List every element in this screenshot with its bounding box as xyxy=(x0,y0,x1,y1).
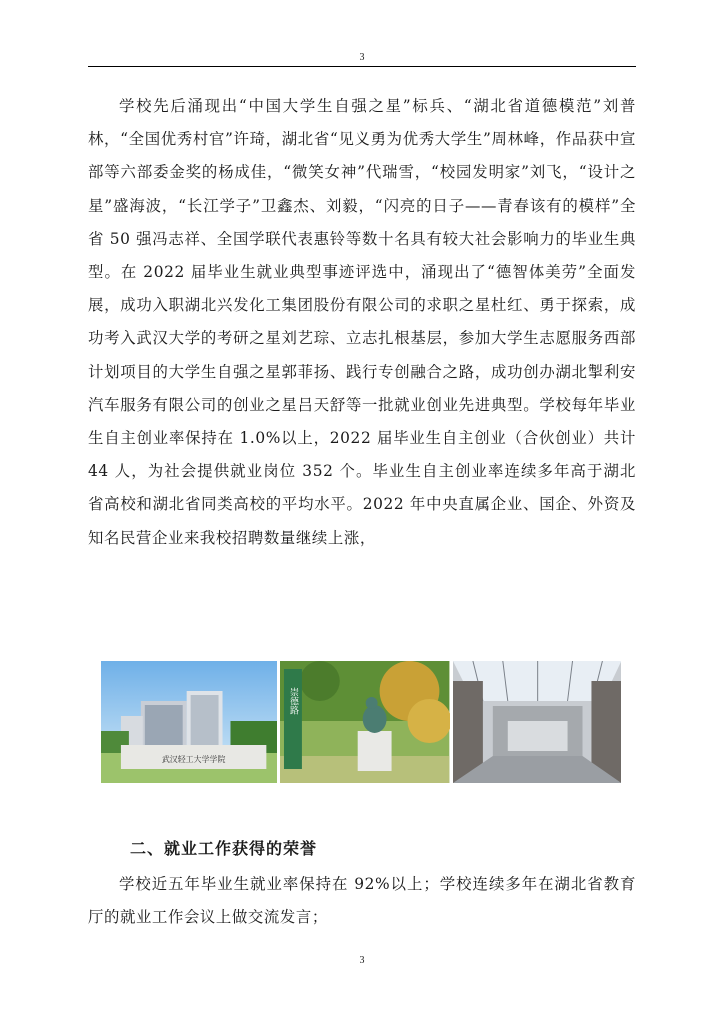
paragraph-1: 学校先后涌现出“中国大学生自强之星”标兵、“湖北省道德模范”刘普林，“全国优秀村官”许琦，湖北省“见义勇为优秀大学生”周林峰，作品获中宣部等六部委金奖的杨成佳，“微笑女神”代瑞雪，“校园发明家”刘飞，“设计之星”盛海波，“长江学子”卫鑫杰、刘毅，“闪亮的日子——青春该有的模样”全省 50 强冯志祥、全国学联代表惠铃等数十名具有较大社会影响力的毕业生典型。在 2022 届毕业生就业典型事迹评选中，涌现出了“德智体美劳”全面发展，成功入职湖北兴发化工集团股份有限公司的求职之星杜红、勇于探索，成功考入武汉大学的考研之星刘艺琮、立志扎根基层，参加大学生志愿服务西部计划项目的大学生自强之星郭菲扬、践行专创融合之路，成功创办湖北掣利安汽车服务有限公司的创业之星吕天舒等一批就业创业先进典型。学校每年毕业生自主创业率保持在 1.0%以上，2022 届毕业生自主创业（合伙创业）共计 44 人，为社会提供就业岗位 352 个。毕业生自主创业率连续多年高于湖北省高校和湖北省同类高校的平均水平。2022 年中央直属企业、国企、外资及知名民营企业来我校招聘数量继续上涨， xyxy=(88,97,636,547)
campus-sign-text: 武汉轻工大学学院 xyxy=(161,754,226,765)
campus-photo-strip xyxy=(101,661,621,783)
section-heading-honors: 二、就业工作获得的荣誉 xyxy=(130,839,318,858)
section-2-paragraph-1: 学校近五年毕业生就业率保持在 92%以上；学校连续多年在湖北省教育厅的就业工作会议上做交流发言； xyxy=(88,875,636,927)
body-text xyxy=(88,90,636,555)
campus-statue-photo xyxy=(280,661,449,783)
section-2-text xyxy=(88,868,636,934)
campus-building-photo xyxy=(101,661,277,783)
header-rule xyxy=(88,66,636,67)
header-page-number: 3 xyxy=(359,52,365,63)
road-sign-text: 崇德路 xyxy=(288,687,299,715)
campus-atrium-photo xyxy=(453,661,621,783)
footer-page-number: 3 xyxy=(359,955,365,966)
